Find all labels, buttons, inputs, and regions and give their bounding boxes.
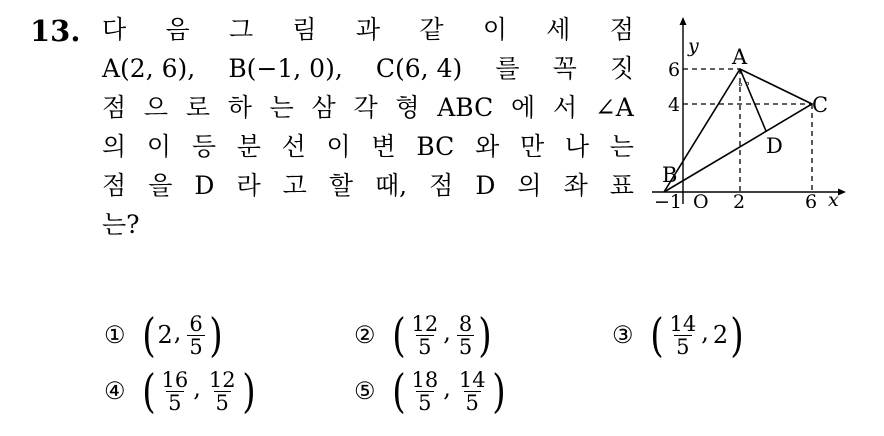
origin-label: O [693,191,709,208]
y-axis-arrow-icon [680,17,687,25]
choice-marker: ① [104,321,126,349]
stem-token: ABC [437,93,494,122]
close-paren-icon: ) [478,308,492,362]
choice-marker: ② [354,321,376,349]
coord-x-fraction [409,313,440,358]
choice-5[interactable] [354,364,508,418]
denominator: 5 [458,334,473,359]
point-label-a: A [732,45,748,69]
stem-token: 로 [185,93,210,122]
denominator: 5 [418,390,432,415]
choice-3[interactable] [612,308,746,362]
stem-token: 할 [328,171,353,200]
stem-token: 는 [269,93,294,122]
numerator: 8 [458,311,473,336]
stem-token: B(−1, 0), [228,54,343,83]
coord-x-fraction [667,313,698,358]
coord-y-fraction [457,313,474,358]
denominator: 5 [215,390,229,415]
close-paren-icon: ) [209,308,223,362]
stem-token: 이 [146,132,172,161]
choice-marker: ④ [104,377,126,405]
x-tick-label: 2 [733,191,746,208]
stem-token: 점 [429,171,454,200]
stem-token: ∠A [594,93,634,122]
numerator: 6 [189,311,203,336]
open-paren-icon: ( [649,308,664,362]
angle-mark-icon: ∘ [737,78,744,91]
stem-token: 이 [326,132,351,161]
stem-token: 고 [282,171,307,200]
question-number: 13. [30,14,81,48]
close-paren-icon: ) [730,308,744,362]
comma: , [193,374,201,402]
close-paren-icon: ) [491,364,506,418]
stem-token: 분 [236,132,261,161]
y-axis-label: y [688,35,699,57]
stem-token: D [194,171,215,200]
stem-token: 림 [292,15,317,44]
x-tick-label: 6 [805,191,818,208]
stem-token: 변 [371,132,396,161]
stem-token: 을 [148,171,173,200]
open-paren-icon: ( [391,364,406,418]
stem-token: 과 [355,15,381,44]
x-tick-label: −1 [654,191,683,208]
open-paren-icon: ( [141,364,156,418]
stem-token: 그 [228,15,254,44]
coord-y-fraction [207,369,238,414]
denominator: 5 [465,390,479,415]
choice-2[interactable] [354,308,494,362]
stem-token: 하 [227,93,252,122]
choice-4[interactable] [104,364,258,418]
stem-line-6 [102,205,634,244]
stem-token: 라 [236,171,261,200]
comma: , [173,318,182,346]
stem-line-5 [102,166,634,205]
stem-token: 와 [475,132,500,161]
stem-token: 의 [517,171,542,200]
stem-token: 다 [102,15,127,44]
choice-marker: ⑤ [354,377,376,405]
stem-token: 서 [552,93,578,122]
coord-y-fraction [457,369,488,414]
stem-token: 의 [102,132,127,161]
choice-marker: ③ [612,321,634,349]
stem-token: BC [416,132,455,161]
numerator: 12 [208,367,236,392]
stem-token: 형 [395,93,420,122]
stem-token: 선 [281,132,306,161]
stem-token: 으 [143,93,169,122]
stem-token: 나 [564,132,590,161]
numerator: 12 [411,311,439,336]
stem-token: C(6, 4) [375,54,463,83]
stem-token: 점 [102,171,127,200]
stem-line-3 [102,88,634,127]
stem-token: 세 [546,15,571,44]
stem-token: 점 [609,15,634,44]
coord-y-fraction [187,313,204,358]
coordinate-figure [648,8,848,208]
choice-1[interactable] [104,308,225,362]
coord-x: 2 [157,321,173,349]
stem-token: 는 [609,132,634,161]
stem-token: 이 [482,15,507,44]
comma: , [443,318,451,346]
stem-token: 각 [353,93,378,122]
stem-token: 좌 [563,171,588,200]
stem-token: 는? [102,210,140,239]
stem-token: 음 [165,15,190,44]
x-axis-label: x [828,189,839,208]
stem-token: 짓 [609,54,634,83]
point-label-c: C [812,93,829,117]
stem-token: 삼 [311,93,336,122]
stem-token: A(2, 6), [102,54,196,83]
stem-token: 등 [191,132,216,161]
point-label-d: D [766,134,783,158]
denominator: 5 [676,334,690,359]
open-paren-icon: ( [391,308,406,362]
coord-x-fraction [159,369,190,414]
y-tick-label: 4 [668,94,681,116]
stem-line-4 [102,127,634,166]
question-stem [102,10,634,244]
stem-line-1 [102,10,634,49]
numerator: 16 [161,367,189,392]
stem-token: 만 [519,132,545,161]
angle-mark-icon: ∘ [744,77,751,90]
stem-token: 표 [609,171,634,200]
stem-token: 같 [419,15,444,44]
close-paren-icon: ) [241,364,256,418]
stem-token: 에 [511,93,536,122]
numerator: 18 [411,367,439,392]
denominator: 5 [418,334,432,359]
y-tick-label: 6 [668,59,681,81]
comma: , [443,374,451,402]
point-label-b: B [662,163,678,187]
coord-x-fraction [409,369,440,414]
stem-token: 때, [375,171,408,200]
stem-token: 꼭 [552,54,577,83]
comma: , [701,318,709,346]
numerator: 14 [669,311,697,336]
stem-token: 점 [102,93,127,122]
denominator: 5 [168,390,182,415]
denominator: 5 [189,334,203,359]
open-paren-icon: ( [141,308,156,362]
stem-token: D [475,171,496,200]
coord-y: 2 [712,321,729,349]
x-axis-arrow-icon [838,189,846,196]
stem-line-2 [102,49,634,88]
numerator: 14 [458,367,486,392]
stem-token: 를 [495,54,520,83]
